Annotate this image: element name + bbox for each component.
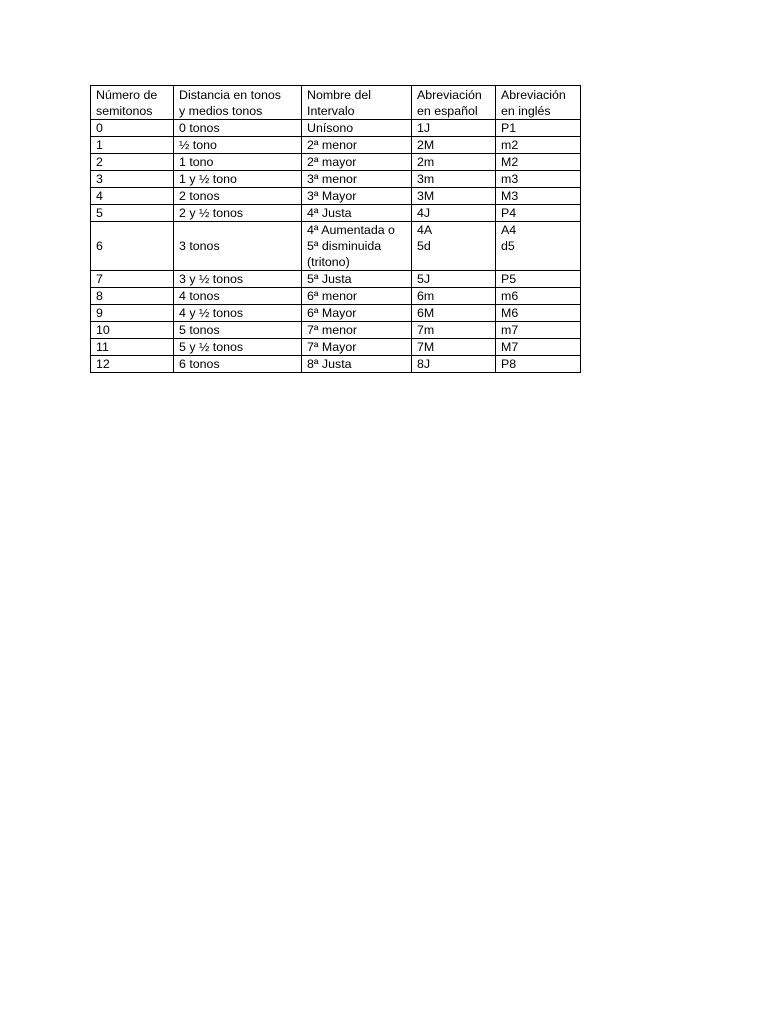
cell-distance: 3 y ½ tonos — [174, 271, 302, 288]
cell-abbrev-english: m3 — [496, 171, 581, 188]
table-row — [91, 154, 581, 171]
cell-abbrev-english: P1 — [496, 120, 581, 137]
cell-interval-name: Unísono — [302, 120, 412, 137]
cell-distance: 5 tonos — [174, 322, 302, 339]
cell-semitones: 3 — [91, 171, 174, 188]
cell-interval-name — [302, 222, 412, 271]
cell-abbrev-spanish — [412, 222, 496, 271]
table-row — [91, 322, 581, 339]
cell-abbrev-english: P5 — [496, 271, 581, 288]
cell-abbrev-english-line: d5 — [501, 239, 515, 253]
cell-interval-name-line: 5ª disminuida — [307, 239, 382, 253]
header-distance: Distancia en tonos y medios tonos — [174, 86, 302, 120]
cell-semitones: 10 — [91, 322, 174, 339]
cell-distance: 6 tonos — [174, 356, 302, 373]
table-row — [91, 305, 581, 322]
cell-abbrev-spanish: 2M — [412, 137, 496, 154]
cell-abbrev-spanish: 4J — [412, 205, 496, 222]
cell-abbrev-english: m6 — [496, 288, 581, 305]
cell-semitones: 0 — [91, 120, 174, 137]
cell-distance: 4 y ½ tonos — [174, 305, 302, 322]
cell-semitones: 11 — [91, 339, 174, 356]
cell-abbrev-english: M7 — [496, 339, 581, 356]
cell-abbrev-spanish: 6M — [412, 305, 496, 322]
cell-interval-name: 6ª Mayor — [302, 305, 412, 322]
table-body — [91, 120, 581, 373]
table-row — [91, 120, 581, 137]
cell-interval-name-line: (tritono) — [307, 255, 350, 269]
cell-interval-name: 6ª menor — [302, 288, 412, 305]
cell-semitones: 7 — [91, 271, 174, 288]
cell-distance: ½ tono — [174, 137, 302, 154]
cell-distance: 1 tono — [174, 154, 302, 171]
table-row — [91, 222, 581, 271]
cell-semitones: 5 — [91, 205, 174, 222]
cell-abbrev-english-line: A4 — [501, 223, 517, 237]
cell-distance: 1 y ½ tono — [174, 171, 302, 188]
table-row — [91, 171, 581, 188]
cell-distance: 2 y ½ tonos — [174, 205, 302, 222]
cell-interval-name: 7ª Mayor — [302, 339, 412, 356]
cell-abbrev-spanish: 1J — [412, 120, 496, 137]
header-semitones: Número de semitonos — [91, 86, 174, 120]
cell-abbrev-spanish: 3m — [412, 171, 496, 188]
cell-semitones: 6 — [91, 222, 174, 271]
cell-semitones: 9 — [91, 305, 174, 322]
cell-abbrev-spanish: 5J — [412, 271, 496, 288]
cell-abbrev-english: m7 — [496, 322, 581, 339]
cell-interval-name: 7ª menor — [302, 322, 412, 339]
cell-interval-name: 2ª menor — [302, 137, 412, 154]
cell-distance: 3 tonos — [174, 222, 302, 271]
cell-interval-name: 8ª Justa — [302, 356, 412, 373]
table-row — [91, 339, 581, 356]
cell-interval-name: 3ª menor — [302, 171, 412, 188]
cell-interval-name: 4ª Justa — [302, 205, 412, 222]
cell-distance: 2 tonos — [174, 188, 302, 205]
cell-abbrev-english — [496, 222, 581, 271]
interval-table — [90, 85, 581, 373]
cell-abbrev-spanish: 8J — [412, 356, 496, 373]
cell-abbrev-english: m2 — [496, 137, 581, 154]
cell-abbrev-spanish: 7M — [412, 339, 496, 356]
header-abbrev-spanish: Abreviación en español — [412, 86, 496, 120]
cell-semitones: 1 — [91, 137, 174, 154]
cell-distance: 4 tonos — [174, 288, 302, 305]
cell-abbrev-spanish: 6m — [412, 288, 496, 305]
cell-distance: 5 y ½ tonos — [174, 339, 302, 356]
cell-semitones: 2 — [91, 154, 174, 171]
cell-distance: 0 tonos — [174, 120, 302, 137]
table-header — [91, 86, 581, 120]
table-row — [91, 271, 581, 288]
cell-semitones: 4 — [91, 188, 174, 205]
cell-abbrev-english: P4 — [496, 205, 581, 222]
cell-semitones: 12 — [91, 356, 174, 373]
cell-interval-name: 3ª Mayor — [302, 188, 412, 205]
cell-abbrev-spanish-line: 5d — [417, 239, 431, 253]
cell-abbrev-spanish: 2m — [412, 154, 496, 171]
header-interval-name: Nombre del Intervalo — [302, 86, 412, 120]
table-row — [91, 137, 581, 154]
cell-abbrev-english: P8 — [496, 356, 581, 373]
cell-abbrev-spanish-line: 4A — [417, 223, 433, 237]
header-row — [91, 86, 581, 120]
table-row — [91, 205, 581, 222]
cell-interval-name: 5ª Justa — [302, 271, 412, 288]
table-row — [91, 356, 581, 373]
header-abbrev-english: Abreviación en inglés — [496, 86, 581, 120]
cell-interval-name-line: 4ª Aumentada o — [307, 223, 395, 237]
cell-abbrev-english: M6 — [496, 305, 581, 322]
cell-abbrev-english: M3 — [496, 188, 581, 205]
table-row — [91, 288, 581, 305]
cell-abbrev-spanish: 3M — [412, 188, 496, 205]
cell-abbrev-english: M2 — [496, 154, 581, 171]
cell-abbrev-spanish: 7m — [412, 322, 496, 339]
cell-interval-name: 2ª mayor — [302, 154, 412, 171]
cell-semitones: 8 — [91, 288, 174, 305]
table-row — [91, 188, 581, 205]
